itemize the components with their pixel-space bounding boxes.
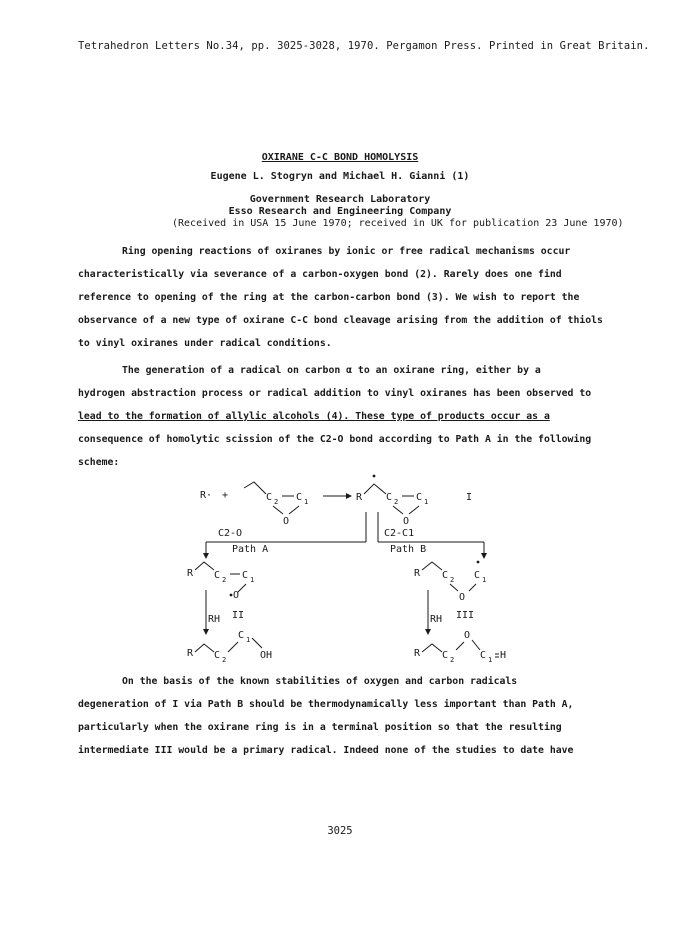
bond-label-b: C2-C1 xyxy=(384,528,415,539)
compound-label-II: II xyxy=(232,610,245,621)
authors: Eugene L. Stogryn and Michael H. Gianni (1) xyxy=(210,171,470,182)
r-group: R xyxy=(187,568,194,579)
journal-header: Tetrahedron Letters No.34, pp. 3025-3028, 1970. Pergamon Press. Printed in Great Britain. xyxy=(78,40,650,52)
para3-line: intermediate III would be a primary radical. Indeed none of the studies to date have xyxy=(78,745,574,756)
co-bond xyxy=(289,506,299,514)
c1-oh-bond xyxy=(252,638,262,648)
arrow-head xyxy=(203,629,209,635)
r-group: R xyxy=(356,492,363,503)
c2-sub: 2 xyxy=(450,576,455,584)
c1-sub: 1 xyxy=(250,576,255,584)
compound-label-I: I xyxy=(466,492,473,503)
co-bond xyxy=(409,506,419,514)
bond-label-a: C2-O xyxy=(218,528,243,539)
para1-line: observance of a new type of oxirane C-C bond cleavage arising from the addition of thiols xyxy=(78,315,603,326)
para1-line: reference to opening of the ring at the carbon-carbon bond (3). We wish to report the xyxy=(78,292,580,303)
para1-line: to vinyl oxiranes under radical conditions. xyxy=(78,338,332,349)
c1-atom: C xyxy=(480,650,487,661)
c2-c1-bond xyxy=(228,642,238,652)
para3-line: degeneration of I via Path B should be thermodynamically less important than Path A, xyxy=(78,699,574,710)
c2-o-bond xyxy=(456,642,464,650)
c1-sub: 1 xyxy=(304,498,309,506)
compound-label-III: III xyxy=(456,610,475,621)
radical-dot xyxy=(477,561,480,564)
radical-dot xyxy=(373,475,376,478)
c2-atom: C xyxy=(214,570,221,581)
co-bond xyxy=(273,506,283,514)
c1-atom: C xyxy=(238,630,245,641)
c1-sub: 1 xyxy=(488,656,493,664)
c2-atom: C xyxy=(442,570,449,581)
page-number: 3025 xyxy=(327,825,353,837)
oh-group: OH xyxy=(260,650,273,661)
r-group: R xyxy=(414,568,421,579)
rh-label-right: RH xyxy=(430,614,443,625)
chain-bond xyxy=(195,644,214,652)
chain-bond xyxy=(195,562,214,570)
paragraph-3 xyxy=(78,670,618,762)
c1-atom: C xyxy=(416,492,423,503)
plus-sign: + xyxy=(222,490,229,501)
affiliation-company: Esso Research and Engineering Company xyxy=(228,206,452,217)
c2-o-bond xyxy=(450,584,458,591)
c2-atom: C xyxy=(214,650,221,661)
para2-line: consequence of homolytic scission of the C2-O bond according to Path A in the following xyxy=(78,434,592,445)
arrow-head xyxy=(346,493,352,499)
o-atom: O xyxy=(464,630,471,641)
paragraph-2 xyxy=(78,359,618,474)
path-a-label: Path A xyxy=(232,544,269,555)
vinyl-bond xyxy=(244,482,266,494)
o-atom: O xyxy=(459,592,466,603)
para1-line: characteristically via severance of a carbon-oxygen bond (2). Rarely does one find xyxy=(78,269,562,280)
para1-line: Ring opening reactions of oxiranes by ionic or free radical mechanisms occur xyxy=(122,246,571,257)
arrow-head xyxy=(481,553,487,559)
c2-sub: 2 xyxy=(394,498,399,506)
c2-sub: 2 xyxy=(450,656,455,664)
chain-bond xyxy=(422,644,442,652)
o-c1-bond xyxy=(469,584,476,591)
co-bond xyxy=(393,506,403,514)
arrow-head xyxy=(425,629,431,635)
rh-label-left: RH xyxy=(208,614,221,625)
c2-atom: C xyxy=(386,492,393,503)
c2-sub: 2 xyxy=(222,576,227,584)
o-atom: O xyxy=(283,516,290,527)
o-c1-bond xyxy=(472,640,480,650)
chain-bond xyxy=(364,484,386,494)
affiliation-lab: Government Research Laboratory xyxy=(249,194,431,205)
c1-sub: 1 xyxy=(424,498,429,506)
radical-r: R· xyxy=(200,490,213,501)
c1-sub: 1 xyxy=(246,636,251,644)
reaction-scheme xyxy=(0,470,680,680)
c2-sub: 2 xyxy=(222,656,227,664)
r-group: R xyxy=(187,648,194,659)
para2-line: lead to the formation of allylic alcohols (4). These type of products occur as a xyxy=(78,411,550,422)
c2-atom: C xyxy=(266,492,273,503)
r-group: R xyxy=(414,648,421,659)
c1-atom: C xyxy=(474,570,481,581)
article-title: OXIRANE C-C BOND HOMOLYSIS xyxy=(261,152,419,163)
c1-sub: 1 xyxy=(482,576,487,584)
radical-dot xyxy=(230,594,233,597)
paragraph-1 xyxy=(78,240,618,355)
para2-line: hydrogen abstraction process or radical addition to vinyl oxiranes has been observed to xyxy=(78,388,592,399)
h-atom: H xyxy=(500,650,507,661)
para2-line: The generation of a radical on carbon α to an oxirane ring, either by a xyxy=(122,365,541,376)
o-atom: O xyxy=(403,516,410,527)
o-atom: O xyxy=(233,590,240,601)
c1-atom: C xyxy=(242,570,249,581)
para2-line: scheme: xyxy=(78,457,120,468)
arrow-head xyxy=(203,553,209,559)
para3-line: On the basis of the known stabilities of oxygen and carbon radicals xyxy=(122,676,518,687)
path-b-label: Path B xyxy=(390,544,427,555)
received-dates: (Received in USA 15 June 1970; received in UK for publication 23 June 1970) xyxy=(172,218,624,229)
chain-bond xyxy=(422,562,442,570)
c2-atom: C xyxy=(442,650,449,661)
para3-line: particularly when the oxirane ring is in a terminal position so that the resulting xyxy=(78,722,562,733)
c1-atom: C xyxy=(296,492,303,503)
c2-sub: 2 xyxy=(274,498,279,506)
c1-o-bond xyxy=(238,584,246,592)
